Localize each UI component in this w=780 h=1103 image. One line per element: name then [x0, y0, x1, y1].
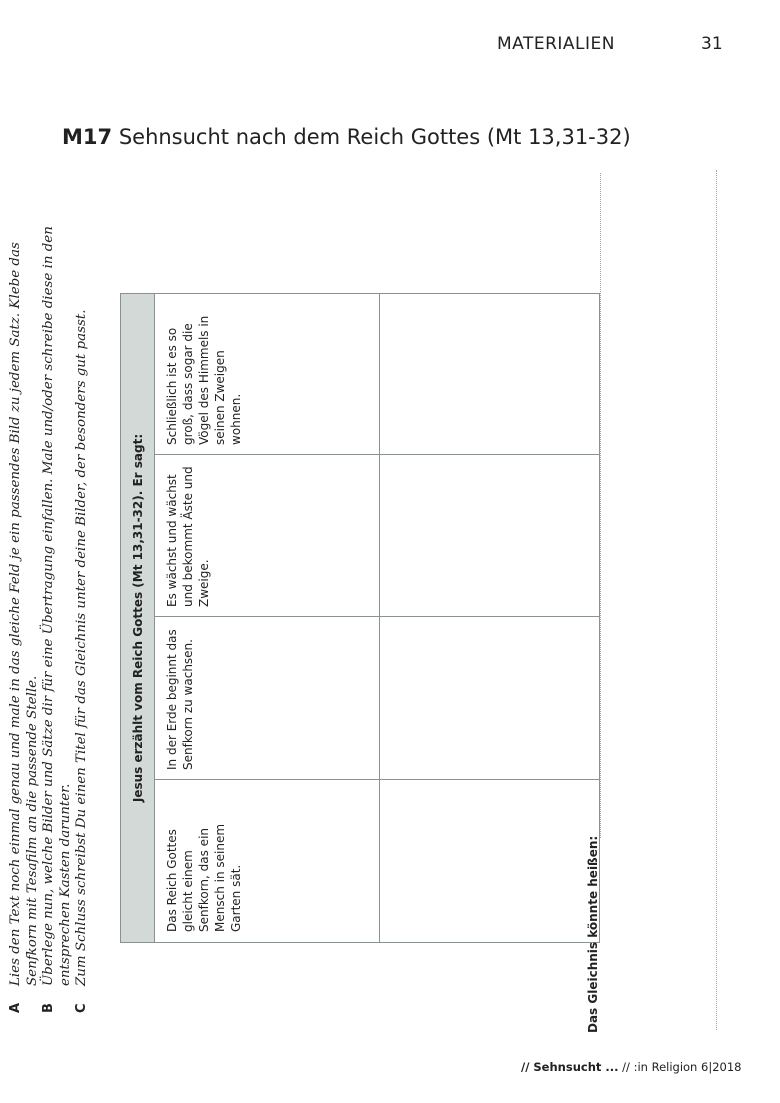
instruction-text: Überlege nun, welche Bilder und Sätze dir für eine Übertragung einfallen. Male und/oder schreibe diese in den entsprechen Kasten darunter.: [41, 226, 73, 986]
worksheet-rotated: [8, 173, 608, 1033]
instruction-letter: B: [41, 1003, 56, 1013]
instructions: [8, 183, 91, 1013]
page-number: 31: [701, 34, 723, 54]
table-header: Jesus erzählt vom Reich Gottes (Mt 13,31-32). Er sagt:: [121, 294, 155, 942]
instruction-c: [74, 183, 91, 1013]
table-cell: Das Reich Gottes gleicht einem Senfkorn, das ein Mensch in seinem Garten sät.: [165, 823, 243, 932]
instruction-letter: A: [8, 1002, 23, 1013]
column-divider: [155, 779, 599, 780]
section-label: MATERIALIEN: [497, 34, 616, 54]
footer-title: // Sehnsucht ...: [521, 1060, 619, 1074]
page-footer: [521, 1060, 741, 1074]
row-divider: [379, 294, 380, 942]
title-prompt-label: Das Gleichnis könnte heißen:: [586, 835, 600, 1033]
table-cell: In der Erde beginnt das Senfkorn zu wachsen.: [165, 629, 195, 770]
column-divider: [155, 454, 599, 455]
material-title: Sehnsucht nach dem Reich Gottes (Mt 13,31-32): [118, 125, 631, 149]
parable-table: [120, 293, 600, 943]
page-title: [62, 125, 631, 149]
column-divider: [155, 616, 599, 617]
instruction-letter: C: [74, 1003, 89, 1013]
instruction-text: Lies den Text noch einmal genau und male in das gleiche Feld je ein passendes Bild zu jedem Satz. Klebe das Senfkorn mit Tesafilm an die passende Stelle.: [8, 242, 40, 986]
title-answer-line[interactable]: [600, 173, 601, 838]
instruction-a: [8, 183, 41, 1013]
table-cell: Schließlich ist es so groß, dass sogar die Vögel des Himmels in seinen Zweigen wohnen.: [165, 315, 243, 445]
table-cell: Es wächst und wächst und bekommt Äste und Zweige.: [165, 466, 211, 607]
footer-journal: // :in Religion 6|2018: [622, 1060, 742, 1074]
top-dotted-line: [716, 170, 717, 1030]
instruction-text: Zum Schluss schreibst Du einen Titel für das Gleichnis unter deine Bilder, der besonders gut passt.: [74, 309, 89, 986]
material-code: M17: [62, 125, 113, 149]
instruction-b: [41, 183, 74, 1013]
